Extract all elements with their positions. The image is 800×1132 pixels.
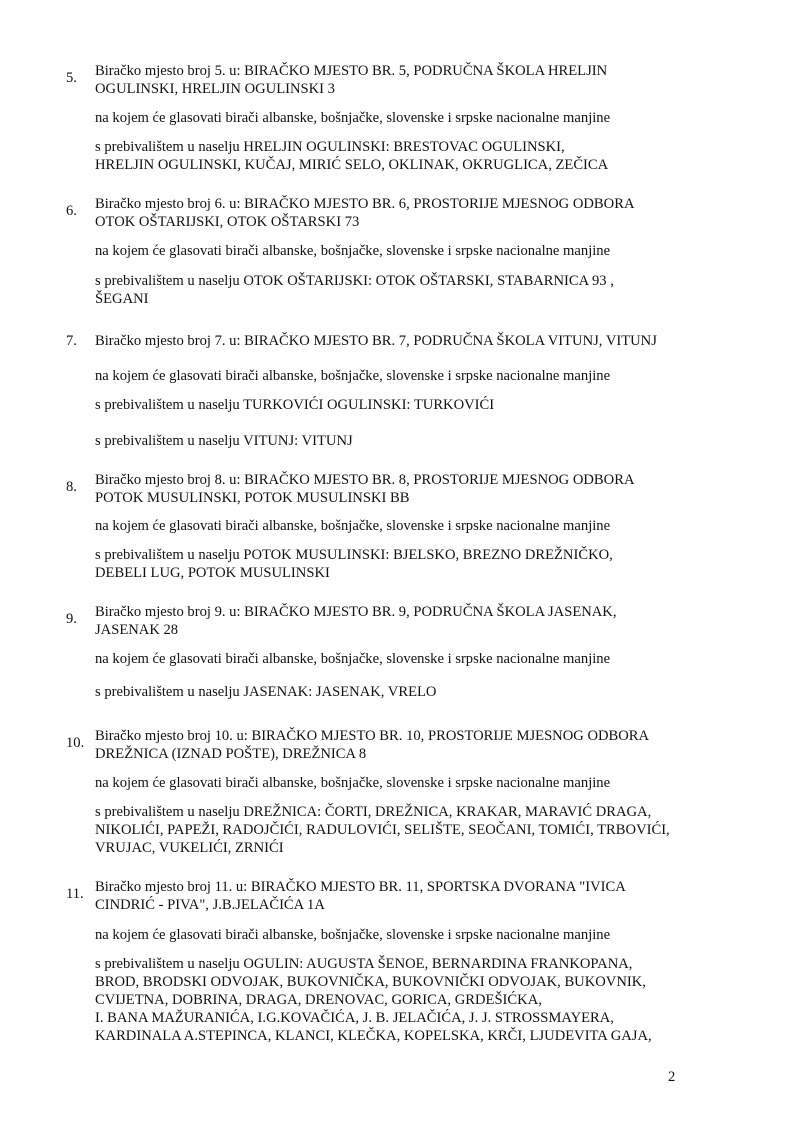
residence-line: s prebivalištem u naselju OGULIN: AUGUSTA ŠENOE, BERNARDINA FRANKOPANA, bbox=[95, 956, 633, 972]
residence-line: CVIJETNA, DOBRINA, DRAGA, DRENOVAC, GORICA, GRDEŠIĆKA, bbox=[95, 992, 542, 1008]
entry-title-line: Biračko mjesto broj 9. u: BIRAČKO MJESTO BR. 9, PODRUČNA ŠKOLA JASENAK, bbox=[95, 604, 617, 620]
entry-number: 5. bbox=[66, 70, 77, 86]
voters-line: na kojem će glasovati birači albanske, bošnjačke, slovenske i srpske nacionalne manjine bbox=[95, 518, 611, 534]
residence-line: I. BANA MAŽURANIĆA, I.G.KOVAČIĆA, J. B. JELAČIĆA, J. J. STROSSMAYERA, bbox=[95, 1010, 614, 1026]
residence-line: VRUJAC, VUKELIĆI, ZRNIĆI bbox=[95, 840, 284, 856]
entry-title-line: OGULINSKI, HRELJIN OGULINSKI 3 bbox=[95, 81, 335, 97]
residence-line: s prebivalištem u naselju VITUNJ: VITUNJ bbox=[95, 433, 353, 449]
voters-line: na kojem će glasovati birači albanske, bošnjačke, slovenske i srpske nacionalne manjine bbox=[95, 110, 611, 126]
residence-line: BROD, BRODSKI ODVOJAK, BUKOVNIČKA, BUKOVNIČKI ODVOJAK, BUKOVNIK, bbox=[95, 974, 646, 990]
page-number: 2 bbox=[668, 1069, 676, 1085]
voters-line: na kojem će glasovati birači albanske, bošnjačke, slovenske i srpske nacionalne manjine bbox=[95, 243, 611, 259]
entry-number: 9. bbox=[66, 611, 77, 627]
residence-line: s prebivalištem u naselju DREŽNICA: ČORTI, DREŽNICA, KRAKAR, MARAVIĆ DRAGA, bbox=[95, 804, 652, 820]
residence-line: s prebivalištem u naselju POTOK MUSULINSKI: BJELSKO, BREZNO DREŽNIČKO, bbox=[95, 547, 613, 563]
voters-line: na kojem će glasovati birači albanske, bošnjačke, slovenske i srpske nacionalne manjine bbox=[95, 775, 611, 791]
entry-title-line: Biračko mjesto broj 10. u: BIRAČKO MJESTO BR. 10, PROSTORIJE MJESNOG ODBORA bbox=[95, 728, 650, 744]
entry-title-line: CINDRIĆ - PIVA", J.B.JELAČIĆA 1A bbox=[95, 897, 325, 913]
voters-line: na kojem će glasovati birači albanske, bošnjačke, slovenske i srpske nacionalne manjine bbox=[95, 368, 611, 384]
entry-number: 8. bbox=[66, 479, 77, 495]
entry-title-line: DREŽNICA (IZNAD POŠTE), DREŽNICA 8 bbox=[95, 746, 367, 762]
entry-title-line: JASENAK 28 bbox=[95, 622, 179, 638]
residence-line: HRELJIN OGULINSKI, KUČAJ, MIRIĆ SELO, OKLINAK, OKRUGLICA, ZEČICA bbox=[95, 157, 609, 173]
voters-line: na kojem će glasovati birači albanske, bošnjačke, slovenske i srpske nacionalne manjine bbox=[95, 651, 611, 667]
entry-number: 11. bbox=[66, 886, 84, 902]
entry-title-line: OTOK OŠTARIJSKI, OTOK OŠTARSKI 73 bbox=[95, 214, 360, 230]
entry-title-line: Biračko mjesto broj 11. u: BIRAČKO MJESTO BR. 11, SPORTSKA DVORANA "IVICA bbox=[95, 879, 626, 895]
entry-title-line: Biračko mjesto broj 7. u: BIRAČKO MJESTO BR. 7, PODRUČNA ŠKOLA VITUNJ, VITUNJ bbox=[95, 333, 657, 349]
entry-title-line: Biračko mjesto broj 8. u: BIRAČKO MJESTO BR. 8, PROSTORIJE MJESNOG ODBORA bbox=[95, 472, 635, 488]
residence-line: KARDINALA A.STEPINCA, KLANCI, KLEČKA, KOPELSKA, KRČI, LJUDEVITA GAJA, bbox=[95, 1028, 652, 1044]
residence-line: NIKOLIĆI, PAPEŽI, RADOJČIĆI, RADULOVIĆI, SELIŠTE, SEOČANI, TOMIĆI, TRBOVIĆI, bbox=[95, 822, 670, 838]
entry-title-line: Biračko mjesto broj 6. u: BIRAČKO MJESTO BR. 6, PROSTORIJE MJESNOG ODBORA bbox=[95, 196, 635, 212]
residence-line: s prebivalištem u naselju JASENAK: JASENAK, VRELO bbox=[95, 684, 437, 700]
entry-number: 10. bbox=[66, 735, 85, 751]
residence-line: ŠEGANI bbox=[95, 291, 149, 307]
residence-line: s prebivalištem u naselju TURKOVIĆI OGULINSKI: TURKOVIĆI bbox=[95, 397, 495, 413]
entry-title-line: Biračko mjesto broj 5. u: BIRAČKO MJESTO BR. 5, PODRUČNA ŠKOLA HRELJIN bbox=[95, 63, 608, 79]
entry-number: 6. bbox=[66, 203, 77, 219]
residence-line: DEBELI LUG, POTOK MUSULINSKI bbox=[95, 565, 330, 581]
entry-number: 7. bbox=[66, 333, 77, 349]
voters-line: na kojem će glasovati birači albanske, bošnjačke, slovenske i srpske nacionalne manjine bbox=[95, 927, 611, 943]
residence-line: s prebivalištem u naselju HRELJIN OGULINSKI: BRESTOVAC OGULINSKI, bbox=[95, 139, 565, 155]
entry-title-line: POTOK MUSULINSKI, POTOK MUSULINSKI BB bbox=[95, 490, 410, 506]
residence-line: s prebivalištem u naselju OTOK OŠTARIJSKI: OTOK OŠTARSKI, STABARNICA 93 , bbox=[95, 273, 614, 289]
